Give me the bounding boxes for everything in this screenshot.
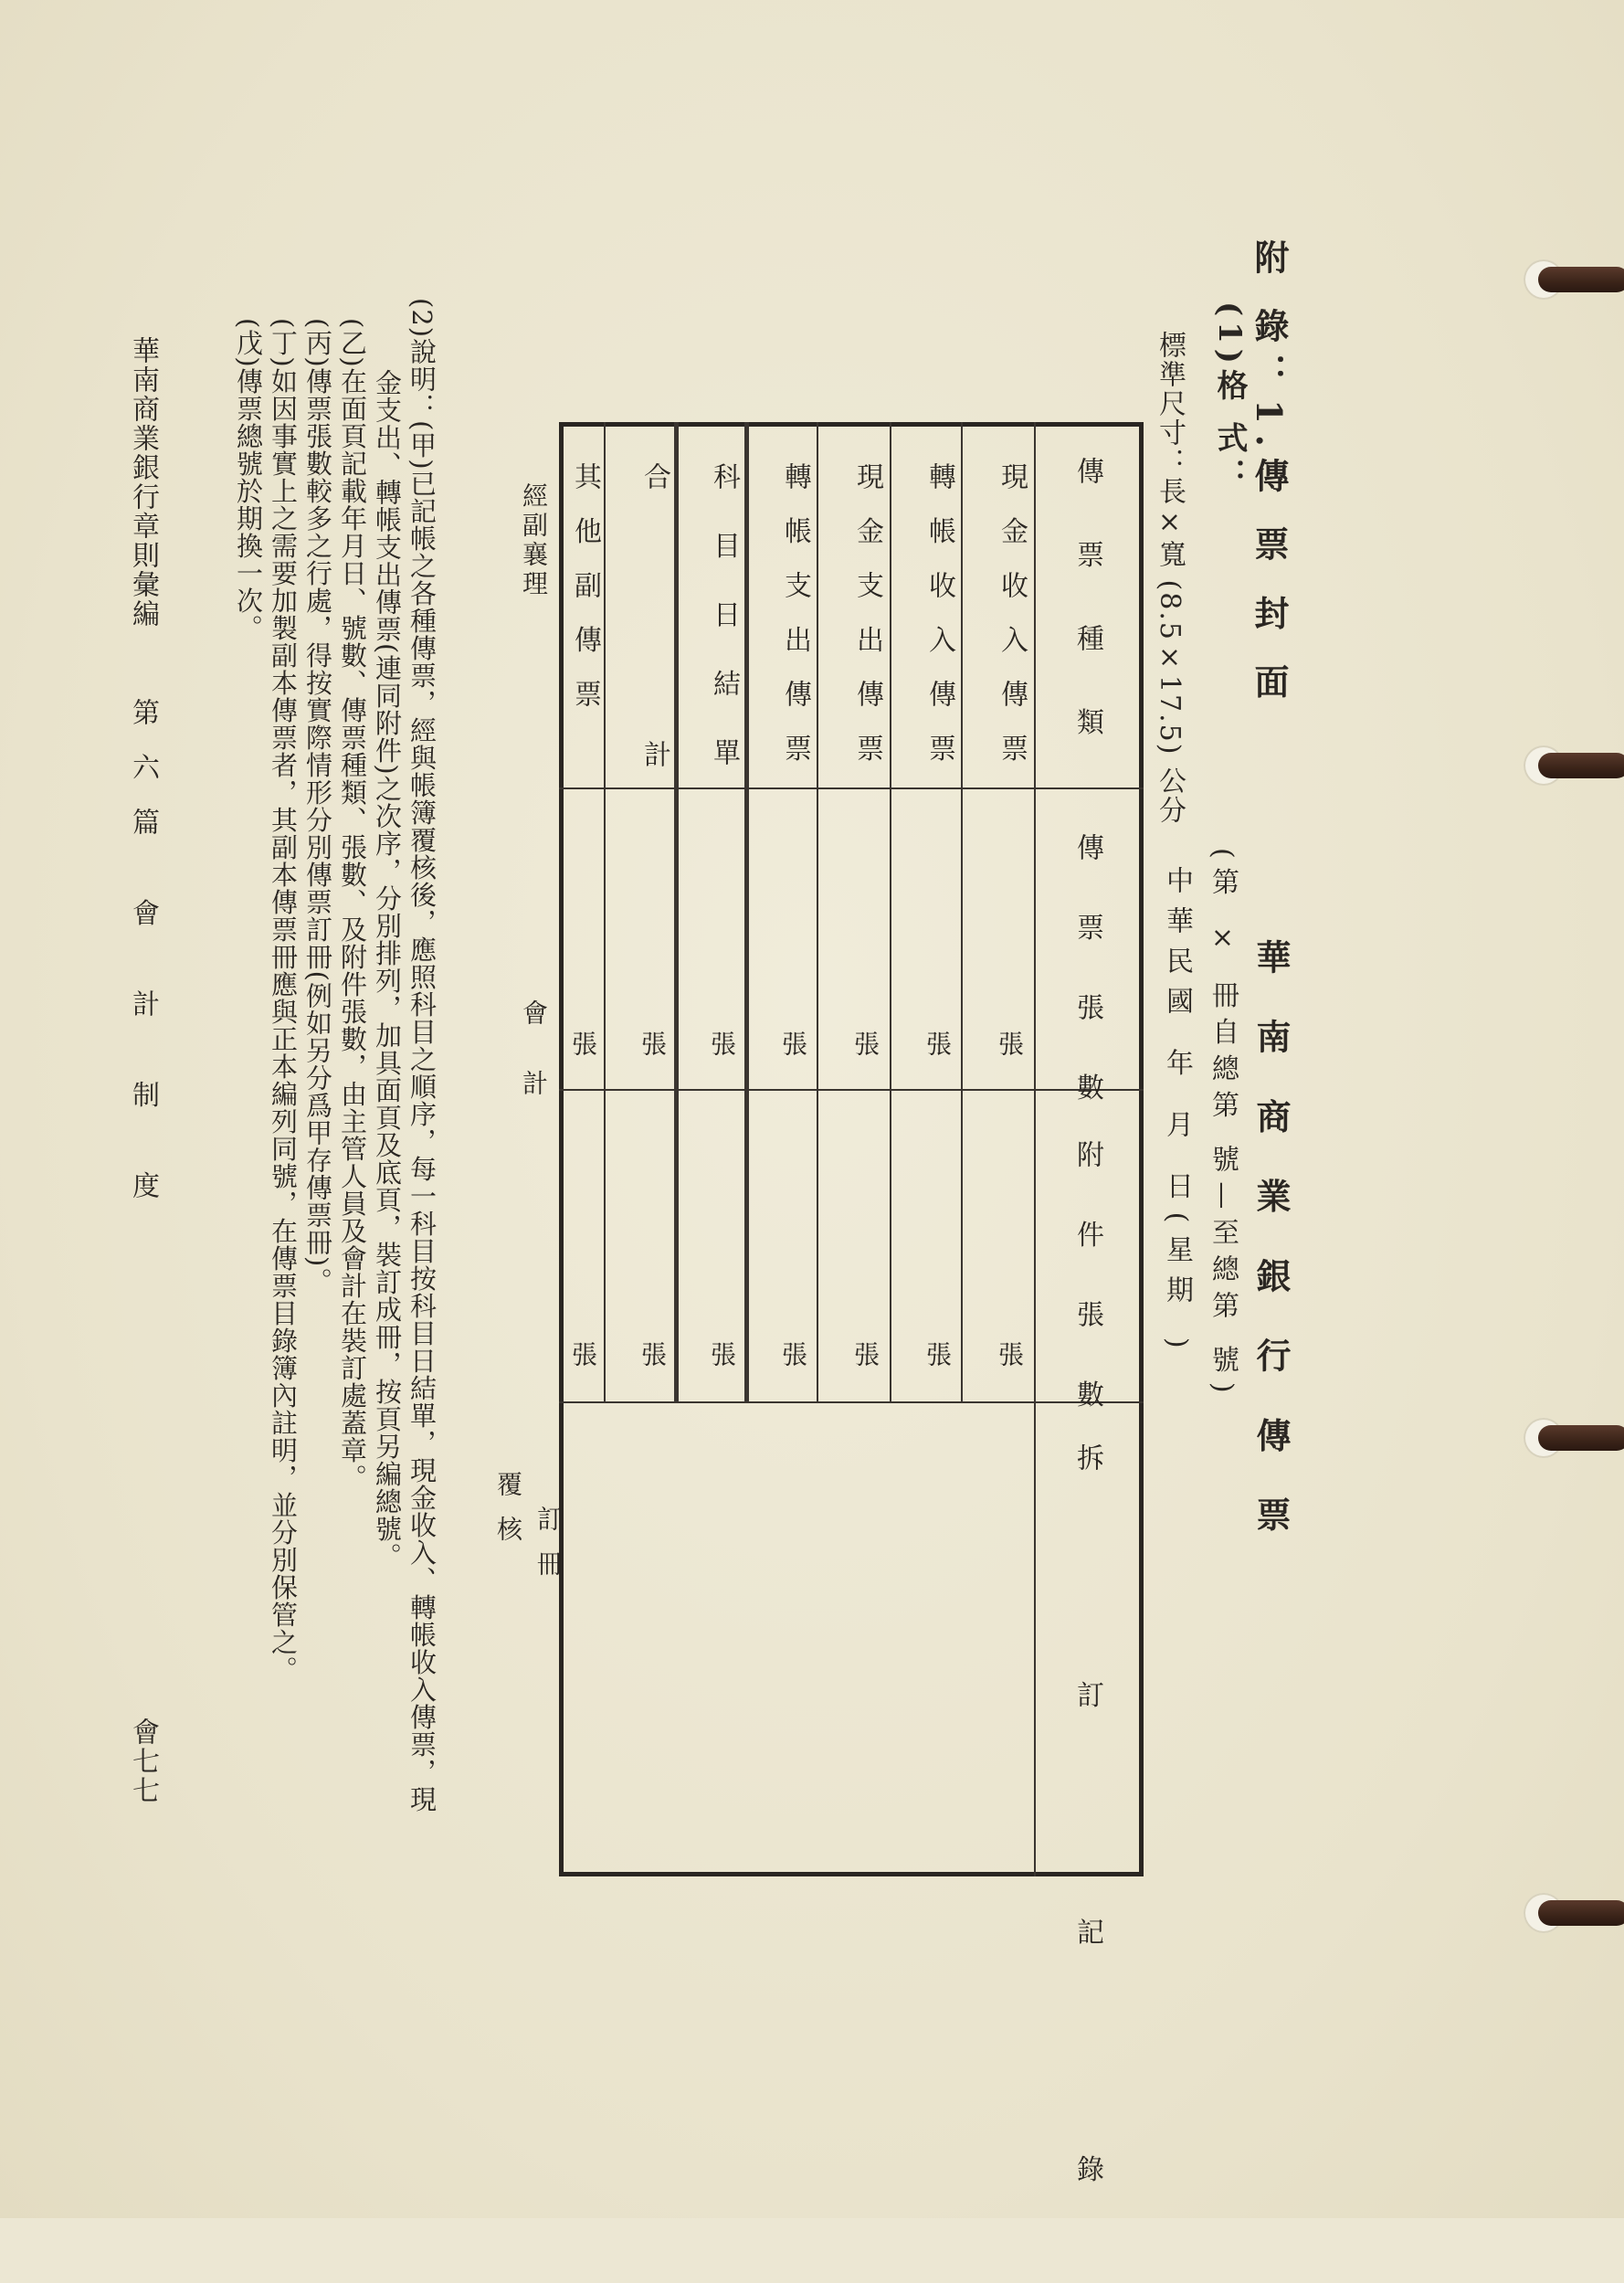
row-label: 科 目 日 結 單: [708, 462, 740, 783]
count-cell: 張: [995, 1031, 1025, 1056]
binder-hole: [1524, 1416, 1624, 1460]
count-cell: 張: [638, 1031, 668, 1056]
form-volume-line: (第 × 冊自總第 號—至總第 號): [1207, 848, 1239, 1402]
attach-cell: 張: [707, 1341, 737, 1367]
header-binding-record: 拆 訂 記 錄: [1071, 1443, 1103, 2283]
header-voucher-type: 傳 票 種 類: [1071, 457, 1103, 759]
footer-page-number: 會七七: [127, 1718, 159, 1805]
attach-cell: 張: [923, 1341, 953, 1367]
header-attachment-count: 附 件 張 數: [1071, 1140, 1103, 1430]
sign-binding: 訂 冊: [533, 1506, 564, 1581]
count-cell: 張: [778, 1031, 808, 1056]
row-label: 轉 帳 收 入 傳 票: [923, 462, 955, 771]
attach-cell: 張: [995, 1341, 1025, 1367]
row-label: 現 金 支 出 傳 票: [851, 462, 883, 771]
attach-cell: 張: [850, 1341, 881, 1367]
note-c: (丙)傳票張數較多之行處，得按實際情形分別傳票訂冊(例如另分爲甲存傳票冊)。: [302, 318, 333, 1295]
standard-size: 標準尺寸：長×寬 (8.5×17.5) 公分: [1154, 331, 1186, 825]
sign-accounting: 會 計: [519, 999, 549, 1114]
count-cell: 張: [568, 1031, 598, 1056]
form-date-line: 中華民國 年 月 日(星期 ): [1161, 866, 1193, 1361]
attach-cell: 張: [568, 1341, 598, 1367]
count-cell: 張: [850, 1031, 881, 1056]
count-cell: 張: [923, 1031, 953, 1056]
form-bank-title: 華 南 商 業 銀 行 傳 票: [1250, 939, 1292, 1548]
row-label: 現 金 收 入 傳 票: [996, 462, 1028, 771]
footer-part: 第六篇 會 計 制 度: [127, 698, 159, 1227]
note-a-line2: 金支出、轉帳支出傳票(連同附件)之次序，分別排列，加具面頁及底頁，裝訂成冊，按頁另編總號。: [372, 369, 403, 1570]
binder-hole: [1524, 258, 1624, 301]
row-label-total-bottom: 計: [638, 740, 670, 767]
header-voucher-count: 傳 票 張 數: [1071, 833, 1103, 1123]
note-b: (乙)在面頁記載年月日、號數、傳票種類、張數、及附件張數，由主管人員及會計在裝訂處蓋章。: [337, 318, 368, 1492]
section-format: (1)格 式：: [1211, 301, 1248, 495]
row-label: 轉 帳 支 出 傳 票: [779, 462, 811, 771]
note-d: (丁)如因事實上之需要加製副本傳票者，其副本傳票冊應與正本編列同號，在傳票目錄簿內註明，並分別保管之。: [268, 318, 299, 1684]
attach-cell: 張: [778, 1341, 808, 1367]
sign-manager: 經副襄理: [519, 482, 549, 599]
footer-book-title: 華南商業銀行章則彙編: [127, 336, 159, 629]
count-cell: 張: [707, 1031, 737, 1056]
sign-review: 覆 核: [493, 1471, 523, 1547]
row-label-total-top: 合: [638, 462, 670, 490]
binder-hole: [1524, 744, 1624, 787]
note-e: (戊)傳票總號於期換一次。: [233, 318, 264, 642]
binder-hole: [1524, 1891, 1624, 1935]
note-a-line1: (2)說明：(甲)已記帳之各種傳票，經與帳簿覆核後，應照科目之順序，每一科目按科目日結單，現金收入、轉帳收入傳票，現: [406, 298, 438, 1813]
appendix-title: 附 錄：1.傳 票 封 面: [1249, 239, 1290, 710]
row-label: 其 他 副 傳 票: [569, 462, 601, 717]
attach-cell: 張: [638, 1341, 668, 1367]
